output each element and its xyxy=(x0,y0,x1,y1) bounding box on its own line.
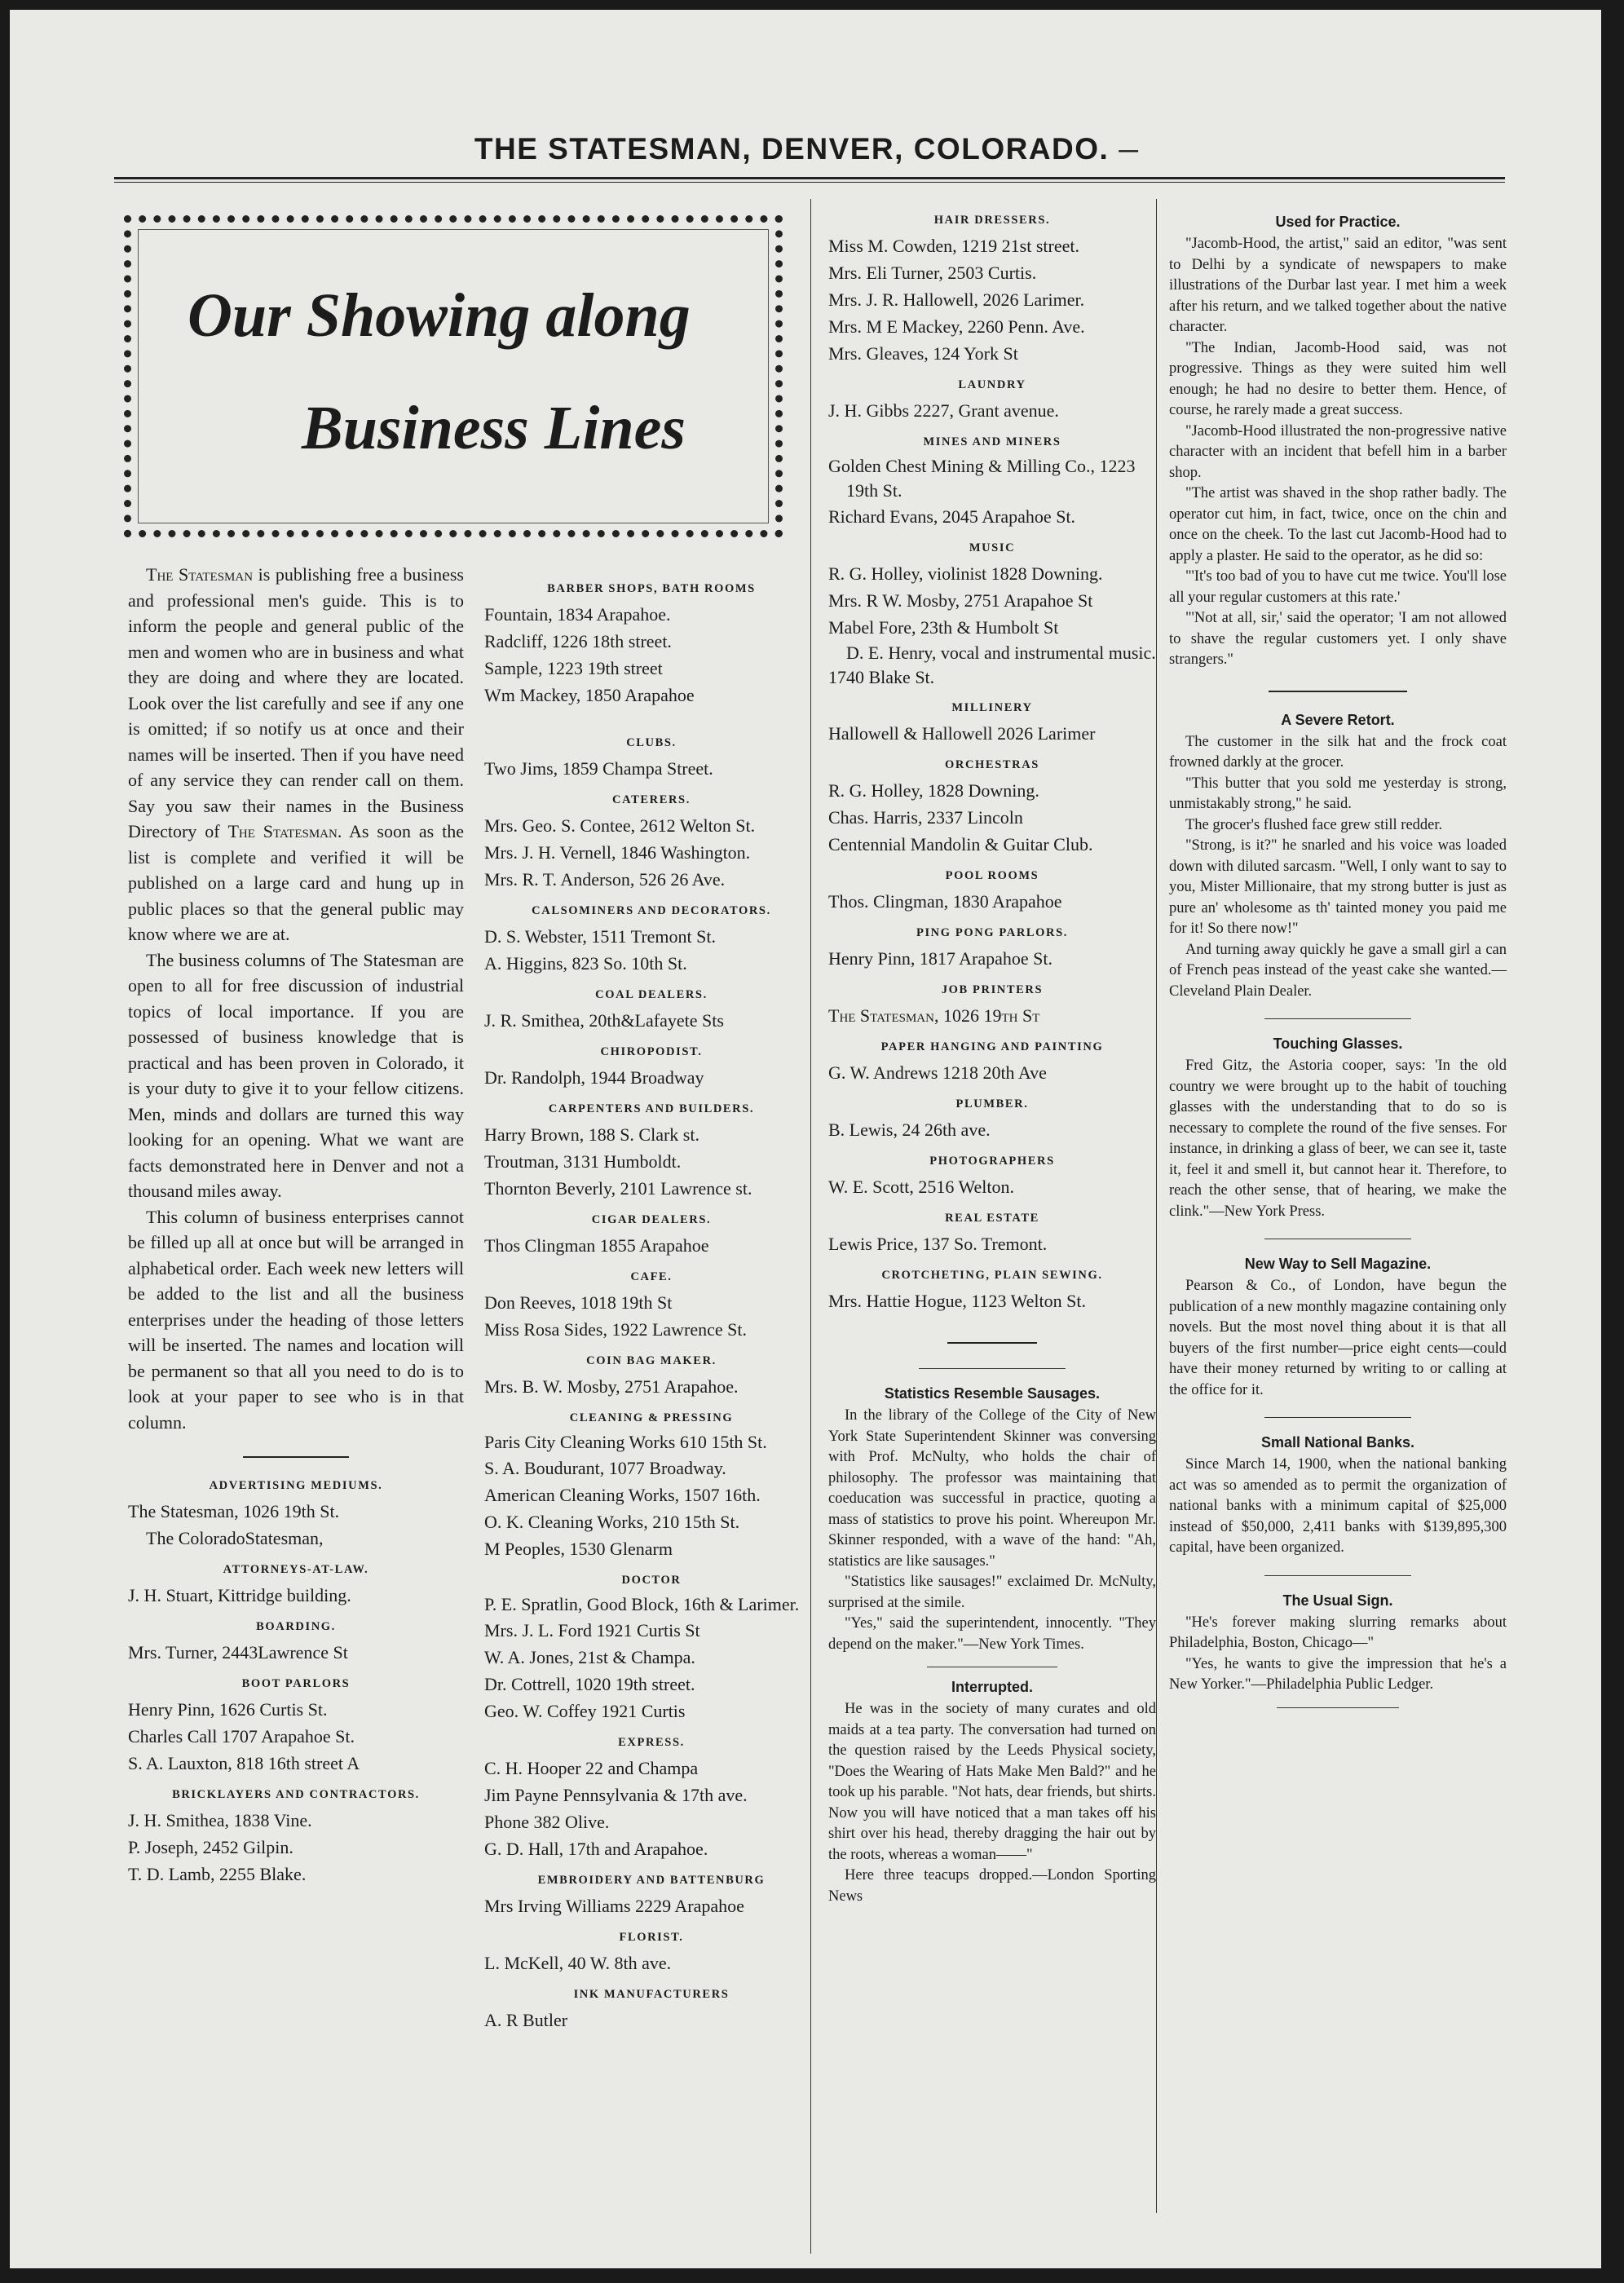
directory-heading: CROTCHETING, PLAIN SEWING. xyxy=(881,1269,1103,1282)
directory-entry: Thos Clingman 1855 Arapahoe xyxy=(484,1235,709,1256)
directory-heading: EXPRESS. xyxy=(618,1736,685,1749)
directory-music xyxy=(828,541,1156,690)
directory-entry: Mrs. J. R. Hallowell, 2026 Larimer. xyxy=(828,289,1085,310)
directory-real-estate xyxy=(828,1212,1156,1257)
directory-heading: JOB PRINTERS xyxy=(941,983,1044,996)
directory-entry: Radcliff, 1226 18th street. xyxy=(484,631,672,651)
directory-entry: Hallowell & Hallowell 2026 Larimer xyxy=(828,723,1096,744)
directory-heading: ORCHESTRAS xyxy=(945,758,1039,771)
directory-hair xyxy=(828,214,1156,367)
business-lines-banner xyxy=(124,215,783,537)
section-rule xyxy=(1277,1707,1399,1708)
article-interrupted xyxy=(828,1679,1156,1907)
directory-boarding xyxy=(128,1620,464,1666)
directory-entry: A. R Butler xyxy=(484,2010,568,2030)
article-paragraph: "Jacomb-Hood, the artist," said an editor, "was sent to Delhi by a syndicate of newspapers to make illustrations of the Durbar last year. I met him a week after his return, and we talked together about the native character. xyxy=(1169,236,1507,335)
directory-entry: Mrs Irving Williams 2229 Arapahoe xyxy=(484,1896,744,1916)
directory-heading: MILLINERY xyxy=(951,701,1033,714)
newspaper-page xyxy=(10,10,1601,2268)
directory-entry: C. H. Hooper 22 and Champa xyxy=(484,1758,699,1778)
directory-heading: MUSIC xyxy=(969,541,1016,554)
directory-entry: D. E. Henry, vocal and instrumental music. 1740 Blake St. xyxy=(828,643,1156,687)
directory-entry: Paris City Cleaning Works 610 15th St. xyxy=(484,1432,767,1452)
directory-heading: CIGAR DEALERS. xyxy=(591,1213,712,1226)
directory-entry: A. Higgins, 823 So. 10th St. xyxy=(484,953,687,974)
directory-ink xyxy=(484,1988,819,2034)
directory-entry: J. H. Smithea, 1838 Vine. xyxy=(128,1810,312,1830)
article-title: The Usual Sign. xyxy=(1282,1592,1393,1609)
directory-calsominers xyxy=(484,904,819,977)
directory-entry: Miss Rosa Sides, 1922 Lawrence St. xyxy=(484,1319,748,1340)
intro-paragraph-1: The Statesman is publishing free a business and professional men's guide. This is to inform the people and general public of the men and women who are in business and what they are doing and where they are located. Look over the list carefully and see if any one is omitted; if so notify us at once and their names will be inserted. Then if you have need of any service they can render call on them. Say you saw their names in the Business Directory of The Statesman. As soon as the list is complete and verified it will be published on a large card and hung up in public places so that the general public may know where we are at. xyxy=(128,564,464,944)
directory-heading: REAL ESTATE xyxy=(945,1212,1039,1225)
directory-entry: W. E. Scott, 2516 Welton. xyxy=(828,1177,1015,1197)
directory-entry: S. A. Boudurant, 1077 Broadway. xyxy=(484,1458,726,1478)
directory-heading: ATTORNEYS-AT-LAW. xyxy=(223,1563,369,1576)
directory-heading: CATERERS. xyxy=(612,793,691,806)
article-title: Used for Practice. xyxy=(1275,214,1401,230)
directory-heading: HAIR DRESSERS. xyxy=(933,214,1051,227)
article-used-for-practice xyxy=(1169,214,1507,671)
banner-line-2: Business Lines xyxy=(302,394,686,462)
directory-coin-bag xyxy=(484,1354,819,1400)
section-rule xyxy=(947,1342,1037,1344)
directory-heading: CLEANING & PRESSING xyxy=(569,1411,734,1424)
directory-entry: J. R. Smithea, 20th&Lafayete Sts xyxy=(484,1010,724,1031)
directory-entry: P. E. Spratlin, Good Block, 16th & Larimer. xyxy=(484,1594,800,1614)
article-title: Interrupted. xyxy=(951,1679,1033,1695)
directory-millinery xyxy=(828,701,1156,747)
directory-cigar xyxy=(484,1213,819,1259)
directory-entry: Thornton Beverly, 2101 Lawrence st. xyxy=(484,1178,752,1199)
directory-heading: INK MANUFACTURERS xyxy=(573,1988,730,2001)
directory-clubs xyxy=(484,736,819,782)
article-statistics xyxy=(828,1385,1156,1655)
column-2 xyxy=(484,582,819,2034)
directory-job-printers xyxy=(828,983,1156,1029)
article-new-way-magazine xyxy=(1169,1256,1507,1401)
article-touching-glasses xyxy=(1169,1036,1507,1222)
article-paragraph: Since March 14, 1900, when the national banking act was so amended as to permit the organization of national banks with a minimum capital of $25,000 instead of $50,000, 2,411 banks with $139,895,300 capital, have been organized. xyxy=(1169,1456,1507,1556)
directory-photographers xyxy=(828,1155,1156,1200)
directory-entry: Mrs. J. L. Ford 1921 Curtis St xyxy=(484,1620,700,1640)
directory-entry: T. D. Lamb, 2255 Blake. xyxy=(128,1864,307,1884)
directory-entry: Mrs. Gleaves, 124 York St xyxy=(828,343,1018,364)
directory-entry: Geo. W. Coffey 1921 Curtis xyxy=(484,1701,686,1721)
directory-entry: Henry Pinn, 1817 Arapahoe St. xyxy=(828,948,1053,969)
article-paragraph: Pearson & Co., of London, have begun the publication of a new monthly magazine containing only novels. But the most novel thing about it is that all buyers of the first number—price eight cents—could have their money returned by writing to or calling at the office for it. xyxy=(1169,1278,1507,1398)
directory-entry: The Statesman, 1026 19th St. xyxy=(128,1501,340,1521)
directory-heading: POOL ROOMS xyxy=(945,869,1039,882)
directory-entry: Mrs. Turner, 2443Lawrence St xyxy=(128,1642,348,1663)
article-paragraph: "Jacomb-Hood illustrated the non-progressive native character with an incident that befell him in a barber shop. xyxy=(1169,422,1507,481)
directory-entry: Thos. Clingman, 1830 Arapahoe xyxy=(828,891,1062,912)
directory-heading: COIN BAG MAKER. xyxy=(586,1354,717,1367)
directory-cleaning xyxy=(484,1411,819,1562)
directory-bricklayers xyxy=(128,1788,464,1888)
masthead-title: THE STATESMAN, DENVER, COLORADO. xyxy=(474,132,1110,166)
article-title: A Severe Retort. xyxy=(1281,711,1395,728)
directory-heading: COAL DEALERS. xyxy=(595,988,708,1001)
directory-express xyxy=(484,1736,819,1862)
article-paragraph: "'It's too bad of you to have cut me twice. You'll lose all your regular customers at this rate.' xyxy=(1169,568,1507,606)
section-rule xyxy=(1264,1018,1411,1019)
directory-cafe xyxy=(484,1270,819,1343)
directory-entry: Centennial Mandolin & Guitar Club. xyxy=(828,834,1093,854)
directory-entry: G. W. Andrews 1218 20th Ave xyxy=(828,1062,1047,1083)
section-rule xyxy=(1269,691,1407,692)
masthead-rule xyxy=(114,177,1505,183)
article-paragraph: "Statistics like sausages!" exclaimed Dr. McNulty, surprised at the simile. xyxy=(828,1574,1156,1611)
directory-mines xyxy=(828,435,1156,530)
directory-entry: R. G. Holley, 1828 Downing. xyxy=(828,780,1039,801)
directory-barber xyxy=(484,582,819,709)
banner-inner-frame xyxy=(138,229,769,523)
directory-entry: Lewis Price, 137 So. Tremont. xyxy=(828,1234,1048,1254)
directory-heading: BRICKLAYERS AND CONTRACTORS. xyxy=(172,1788,420,1801)
directory-entry: Charles Call 1707 Arapahoe St. xyxy=(128,1726,355,1746)
directory-entry: Chas. Harris, 2337 Lincoln xyxy=(828,807,1023,828)
directory-paper-hanging xyxy=(828,1040,1156,1086)
directory-entry: O. K. Cleaning Works, 210 15th St. xyxy=(484,1512,740,1532)
article-usual-sign xyxy=(1169,1592,1507,1696)
directory-entry: Mrs. Eli Turner, 2503 Curtis. xyxy=(828,263,1037,283)
directory-entry: Dr. Randolph, 1944 Broadway xyxy=(484,1067,704,1088)
article-paragraph: Fred Gitz, the Astoria cooper, says: 'In the old country we were brought up to the habit of touching glasses with the understanding that to do so is necessary to complete the round of the five senses. For instance, in drinking a glass of beer, we can see it, taste it, feel it and smell it, but cannot hear it. Therefore, to reach the other sense, that of hearing, we make the clink."—New York Press. xyxy=(1169,1058,1507,1220)
section-rule xyxy=(1264,1575,1411,1576)
directory-carpenters xyxy=(484,1102,819,1202)
directory-entry: Mrs. Geo. S. Contee, 2612 Welton St. xyxy=(484,815,756,836)
article-small-national-banks xyxy=(1169,1434,1507,1559)
directory-attorneys xyxy=(128,1563,464,1609)
article-paragraph: And turning away quickly he gave a small girl a can of French peas instead of the yeast cake she wanted.—Cleveland Plain Dealer. xyxy=(1169,941,1507,1000)
article-paragraph: "Strong, is it?" he snarled and his voice was loaded down with diluted sarcasm. "Well, I only want to say to you, Mister Millionaire, that my strong butter is just as pure an' wholesome as th' tainted money you paid me for it! So there now!" xyxy=(1169,837,1507,937)
article-severe-retort xyxy=(1169,712,1507,1003)
directory-entry: R. G. Holley, violinist 1828 Downing. xyxy=(828,563,1103,584)
directory-heading: FLORIST. xyxy=(619,1931,684,1944)
article-title: Small National Banks. xyxy=(1260,1434,1415,1451)
directory-crotcheting xyxy=(828,1269,1156,1314)
directory-entry: Mrs. R W. Mosby, 2751 Arapahoe St xyxy=(828,590,1093,611)
directory-chiropodist xyxy=(484,1045,819,1091)
article-paragraph: In the library of the College of the City of New York State Superintendent Skinner was conversing with Prof. McNulty, who holds the chair of philosophy. The professor was maintaining that coeducation was successful in practice, quoting a mass of statistics to prove his point. Whereupon Mr. Skinner responded, with a wave of the hand: "Ah, statistics are like sausages." xyxy=(828,1407,1156,1570)
article-title: Touching Glasses. xyxy=(1273,1036,1403,1052)
directory-entry: The ColoradoStatesman, xyxy=(146,1528,324,1548)
section-rule xyxy=(243,1456,349,1458)
directory-heading: PHOTOGRAPHERS xyxy=(929,1155,1055,1168)
directory-caterers xyxy=(484,793,819,893)
directory-laundry xyxy=(828,378,1156,424)
directory-heading: BOARDING. xyxy=(256,1620,336,1633)
directory-florist xyxy=(484,1931,819,1976)
directory-entry: Mrs. J. H. Vernell, 1846 Washington. xyxy=(484,842,751,863)
article-paragraph: "Yes," said the superintendent, innocently. "They depend on the maker."—New York Times. xyxy=(828,1615,1156,1653)
directory-entry: Mrs. Hattie Hogue, 1123 Welton St. xyxy=(828,1291,1086,1311)
directory-pool xyxy=(828,869,1156,915)
section-rule xyxy=(1264,1417,1411,1418)
directory-heading: CLUBS. xyxy=(626,736,677,749)
directory-heading: CHIROPODIST. xyxy=(600,1045,703,1058)
masthead xyxy=(10,132,1601,166)
directory-entry: Dr. Cottrell, 1020 19th street. xyxy=(484,1674,695,1694)
directory-entry: Mrs. B. W. Mosby, 2751 Arapahoe. xyxy=(484,1376,739,1397)
article-paragraph: He was in the society of many curates and old maids at a tea party. The conversation had turned on the question raised by the Leeds Physical society, "Does the Wearing of Hats Make Men Bald?" and he took up his parable. "Not hats, dear friends, but shirts. Now you will have noticed that a man takes off his shirt over his head, thereby dragging the hair out by the roots, whereas a woman——" xyxy=(828,1701,1156,1863)
directory-heading: LAUNDRY xyxy=(958,378,1026,391)
directory-entry: Troutman, 3131 Humboldt. xyxy=(484,1151,682,1172)
article-paragraph: The customer in the silk hat and the frock coat frowned darkly at the grocer. xyxy=(1169,733,1507,771)
directory-entry: Mrs. M E Mackey, 2260 Penn. Ave. xyxy=(828,316,1085,337)
directory-heading: CALSOMINERS AND DECORATORS. xyxy=(532,904,771,917)
directory-heading: ADVERTISING MEDIUMS. xyxy=(209,1479,383,1492)
directory-heading: DOCTOR xyxy=(621,1574,682,1587)
banner-line-1: Our Showing along xyxy=(188,281,691,350)
directory-doctor xyxy=(484,1574,819,1724)
directory-heading: BOOT PARLORS xyxy=(241,1677,351,1690)
directory-heading: PLUMBER. xyxy=(955,1097,1029,1111)
directory-entry: W. A. Jones, 21st & Champa. xyxy=(484,1647,695,1667)
directory-entry: Two Jims, 1859 Champa Street. xyxy=(484,758,713,779)
directory-plumber xyxy=(828,1097,1156,1143)
directory-entry: D. S. Webster, 1511 Tremont St. xyxy=(484,926,716,947)
article-paragraph: The grocer's flushed face grew still redder. xyxy=(1185,816,1443,833)
directory-entry: Don Reeves, 1018 19th St xyxy=(484,1292,673,1313)
intro-paragraph-3: This column of business enterprises cannot be filled up all at once but will be arranged in alphabetical order. Each week new letters will be added to the list and all the business enterprises under the heading of those letters will be inserted. The names and location will be permanent so that all you need to do is to look at your paper to see who is in that column. xyxy=(128,1206,464,1433)
directory-entry: Mrs. R. T. Anderson, 526 26 Ave. xyxy=(484,869,726,890)
directory-heading: PAPER HANGING AND PAINTING xyxy=(880,1040,1104,1053)
directory-boot-parlors xyxy=(128,1677,464,1777)
section-rule xyxy=(919,1368,1066,1369)
directory-entry: Phone 382 Olive. xyxy=(484,1812,610,1832)
article-paragraph: "Yes, he wants to give the impression that he's a New Yorker."—Philadelphia Public Ledger. xyxy=(1169,1655,1507,1693)
directory-entry: Henry Pinn, 1626 Curtis St. xyxy=(128,1699,328,1720)
article-paragraph: Here three teacups dropped.—London Sporting News xyxy=(828,1867,1156,1905)
article-paragraph: "This butter that you sold me yesterday is strong, unmistakably strong," he said. xyxy=(1169,775,1507,812)
directory-heading: CARPENTERS AND BUILDERS. xyxy=(548,1102,755,1115)
directory-heading: EMBROIDERY AND BATTENBURG xyxy=(537,1874,766,1887)
directory-entry: Wm Mackey, 1850 Arapahoe xyxy=(484,685,695,705)
directory-entry: Harry Brown, 188 S. Clark st. xyxy=(484,1124,699,1145)
directory-heading: BARBER SHOPS, BATH ROOMS xyxy=(547,582,756,595)
directory-entry: B. Lewis, 24 26th ave. xyxy=(828,1119,991,1140)
directory-embroidery xyxy=(484,1874,819,1919)
directory-heading: CAFE. xyxy=(630,1270,673,1283)
directory-entry: Jim Payne Pennsylvania & 17th ave. xyxy=(484,1785,748,1805)
directory-advertising xyxy=(128,1479,464,1552)
directory-coal xyxy=(484,988,819,1034)
directory-entry: Sample, 1223 19th street xyxy=(484,658,663,678)
directory-heading: MINES AND MINERS xyxy=(923,435,1061,448)
directory-entry: Miss M. Cowden, 1219 21st street. xyxy=(828,236,1079,256)
directory-entry: G. D. Hall, 17th and Arapahoe. xyxy=(484,1839,708,1859)
article-title: New Way to Sell Magazine. xyxy=(1244,1256,1432,1272)
article-paragraph: "The Indian, Jacomb-Hood said, was not progressive. Things as they were suited him well enough; he had no desire to better them. Hence, of course, he rarely made a great success. xyxy=(1169,339,1507,418)
directory-orchestras xyxy=(828,758,1156,858)
intro-paragraph-2: The business columns of The Statesman are open to all for free discussion of industrial topics of local importance. If you are possessed of business knowledge that is practical and has been proven in Colorado, it is your duty to give it to your fellow citizens. Men, minds and dollars are turned this way looking for an opening. What we want are facts demonstrated here in Denver and not a thousand miles away. xyxy=(128,949,464,1201)
directory-entry: Mabel Fore, 23th & Humbolt St xyxy=(828,617,1059,638)
directory-entry: M Peoples, 1530 Glenarm xyxy=(484,1539,673,1559)
directory-entry: American Cleaning Works, 1507 16th. xyxy=(484,1485,761,1505)
column-3 xyxy=(828,214,1156,1907)
directory-heading: PING PONG PARLORS. xyxy=(916,926,1069,939)
article-paragraph: "He's forever making slurring remarks about Philadelphia, Boston, Chicago—" xyxy=(1169,1614,1507,1651)
directory-entry: The Statesman, 1026 19th St xyxy=(828,1005,1040,1026)
column-1 xyxy=(128,562,464,1888)
directory-entry: Golden Chest Mining & Milling Co., 1223 19th St. xyxy=(828,456,1136,501)
directory-entry: Richard Evans, 2045 Arapahoe St. xyxy=(828,506,1076,527)
masthead-mark: — xyxy=(1119,139,1137,162)
directory-entry: L. McKell, 40 W. 8th ave. xyxy=(484,1953,672,1973)
directory-entry: P. Joseph, 2452 Gilpin. xyxy=(128,1837,293,1857)
directory-entry: J. H. Gibbs 2227, Grant avenue. xyxy=(828,400,1059,421)
directory-entry: J. H. Stuart, Kittridge building. xyxy=(128,1585,351,1605)
article-paragraph: "The artist was shaved in the shop rather badly. The operator cut him, in fact, twice, once on the chin and once on the cheek. To the last cut Jacomb-Hood had to apply a plaster. He said to the operator, as he did so: xyxy=(1169,485,1507,564)
directory-pingpong xyxy=(828,926,1156,972)
directory-entry: Fountain, 1834 Arapahoe. xyxy=(484,604,671,625)
directory-entry: S. A. Lauxton, 818 16th street A xyxy=(128,1753,360,1773)
column-4 xyxy=(1169,214,1507,1720)
article-paragraph: "'Not at all, sir,' said the operator; 'I am not allowed to shave the regular customers yet. I only shave strangers." xyxy=(1169,610,1507,668)
article-title: Statistics Resemble Sausages. xyxy=(884,1385,1101,1402)
column-rule-2 xyxy=(1156,199,1157,2213)
